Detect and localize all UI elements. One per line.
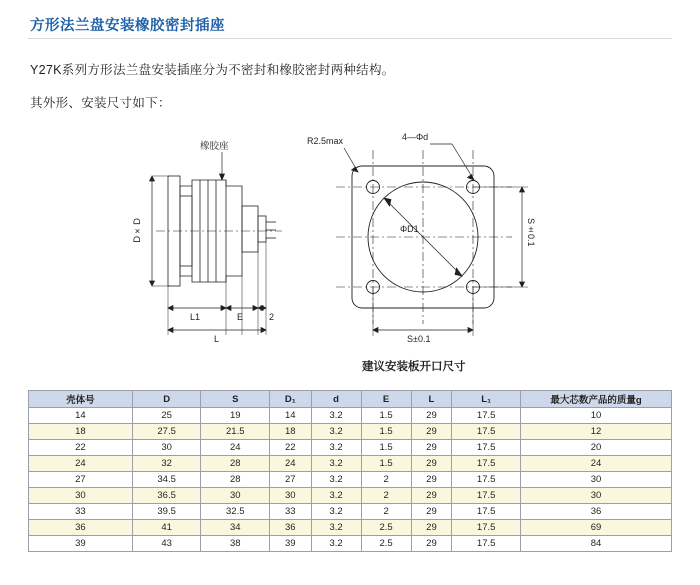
cell-s: 19 <box>201 408 270 424</box>
cell-max-mass: 84 <box>521 536 672 552</box>
cell-d1: 14 <box>270 408 312 424</box>
cell-d1: 18 <box>270 424 312 440</box>
cell-d: 32 <box>132 456 201 472</box>
cell-e: 2.5 <box>361 520 411 536</box>
cell-s: 30 <box>201 488 270 504</box>
cell-e: 2 <box>361 504 411 520</box>
table-row <box>29 488 672 504</box>
cell-d: 36.5 <box>132 488 201 504</box>
label-rubber-seat: 橡胶座 <box>200 141 229 152</box>
th-e: E <box>361 391 411 408</box>
drawing-svg <box>130 130 670 370</box>
cell-d1: 33 <box>270 504 312 520</box>
table-header-row <box>29 391 672 408</box>
table-row <box>29 456 672 472</box>
cell-max-mass: 30 <box>521 488 672 504</box>
cell-l: 29 <box>411 520 452 536</box>
cell-l: 29 <box>411 456 452 472</box>
cell-d: 43 <box>132 536 201 552</box>
table-row <box>29 408 672 424</box>
table-row <box>29 504 672 520</box>
cell-e: 1.5 <box>361 456 411 472</box>
cell-l1: 17.5 <box>452 408 521 424</box>
th-l1: L₁ <box>452 391 521 408</box>
cell-d-small: 3.2 <box>311 504 361 520</box>
cell-l1: 17.5 <box>452 488 521 504</box>
cell-l: 29 <box>411 472 452 488</box>
cell-s: 32.5 <box>201 504 270 520</box>
cell-d1: 39 <box>270 536 312 552</box>
label-e: E <box>237 312 244 322</box>
cell-d1: 30 <box>270 488 312 504</box>
page-title: 方形法兰盘安装橡胶密封插座 <box>30 18 225 34</box>
drawing-caption: 建议安装板开口尺寸 <box>362 361 466 373</box>
cell-shell-size: 36 <box>29 520 133 536</box>
cell-d1: 24 <box>270 456 312 472</box>
specification-table <box>28 390 672 552</box>
cell-s: 34 <box>201 520 270 536</box>
cell-l: 29 <box>411 440 452 456</box>
title-divider <box>28 38 672 39</box>
table-row <box>29 440 672 456</box>
cell-max-mass: 30 <box>521 472 672 488</box>
th-d: D <box>132 391 201 408</box>
th-shell-size: 壳体号 <box>29 391 133 408</box>
label-l1: L1 <box>190 312 201 322</box>
intro-paragraph-2: 其外形、安装尺寸如下： <box>30 96 171 110</box>
cell-shell-size: 27 <box>29 472 133 488</box>
label-dxd: D×D <box>132 218 143 243</box>
specification-table-wrapper <box>28 390 672 552</box>
cell-d-small: 3.2 <box>311 424 361 440</box>
cell-l1: 17.5 <box>452 456 521 472</box>
cell-e: 1.5 <box>361 440 411 456</box>
th-d-small: d <box>311 391 361 408</box>
cell-max-mass: 36 <box>521 504 672 520</box>
cell-d: 30 <box>132 440 201 456</box>
cell-max-mass: 10 <box>521 408 672 424</box>
cell-s: 28 <box>201 472 270 488</box>
cell-l: 29 <box>411 504 452 520</box>
cell-s: 21.5 <box>201 424 270 440</box>
label-l: L <box>214 334 220 344</box>
cell-d-small: 3.2 <box>311 536 361 552</box>
cell-l1: 17.5 <box>452 440 521 456</box>
table-body <box>29 408 672 552</box>
cell-d1: 27 <box>270 472 312 488</box>
cell-d-small: 3.2 <box>311 472 361 488</box>
label-2: 2 <box>269 312 275 322</box>
cell-shell-size: 24 <box>29 456 133 472</box>
cell-d: 25 <box>132 408 201 424</box>
cell-l: 29 <box>411 408 452 424</box>
cell-l1: 17.5 <box>452 504 521 520</box>
cell-s: 28 <box>201 456 270 472</box>
cell-d: 27.5 <box>132 424 201 440</box>
cell-shell-size: 30 <box>29 488 133 504</box>
cell-d-small: 3.2 <box>311 520 361 536</box>
label-r25max: R2.5max <box>307 136 344 146</box>
th-max-mass: 最大芯数产品的质量g <box>521 391 672 408</box>
label-phi-d1: ΦD1 <box>400 224 419 234</box>
cell-l1: 17.5 <box>452 472 521 488</box>
cell-d-small: 3.2 <box>311 440 361 456</box>
cell-s: 24 <box>201 440 270 456</box>
th-s: S <box>201 391 270 408</box>
cell-e: 2 <box>361 488 411 504</box>
cell-d-small: 3.2 <box>311 456 361 472</box>
cell-l: 29 <box>411 536 452 552</box>
technical-drawing <box>130 130 670 370</box>
cell-s: 38 <box>201 536 270 552</box>
table-row <box>29 424 672 440</box>
cell-l1: 17.5 <box>452 536 521 552</box>
th-d1: D₁ <box>270 391 312 408</box>
cell-shell-size: 22 <box>29 440 133 456</box>
cell-max-mass: 20 <box>521 440 672 456</box>
cell-shell-size: 18 <box>29 424 133 440</box>
table-row <box>29 536 672 552</box>
cell-max-mass: 12 <box>521 424 672 440</box>
th-l: L <box>411 391 452 408</box>
cell-d: 34.5 <box>132 472 201 488</box>
cell-l: 29 <box>411 424 452 440</box>
cell-d-small: 3.2 <box>311 488 361 504</box>
table-row <box>29 472 672 488</box>
label-s-tolerance-vertical: S±0.1 <box>526 218 536 247</box>
cell-d-small: 3.2 <box>311 408 361 424</box>
cell-e: 2.5 <box>361 536 411 552</box>
label-4-phi-d: 4—Φd <box>402 132 429 142</box>
label-s-tolerance-horizontal: S±0.1 <box>407 334 431 344</box>
cell-l1: 17.5 <box>452 424 521 440</box>
intro-paragraph-1: Y27K系列方形法兰盘安装插座分为不密封和橡胶密封两种结构。 <box>30 63 395 77</box>
cell-max-mass: 69 <box>521 520 672 536</box>
cell-l: 29 <box>411 488 452 504</box>
cell-e: 2 <box>361 472 411 488</box>
cell-d: 41 <box>132 520 201 536</box>
cell-e: 1.5 <box>361 424 411 440</box>
cell-l1: 17.5 <box>452 520 521 536</box>
cell-e: 1.5 <box>361 408 411 424</box>
cell-max-mass: 24 <box>521 456 672 472</box>
cell-d: 39.5 <box>132 504 201 520</box>
cell-shell-size: 33 <box>29 504 133 520</box>
cell-shell-size: 14 <box>29 408 133 424</box>
table-row <box>29 520 672 536</box>
cell-d1: 22 <box>270 440 312 456</box>
cell-shell-size: 39 <box>29 536 133 552</box>
cell-d1: 36 <box>270 520 312 536</box>
